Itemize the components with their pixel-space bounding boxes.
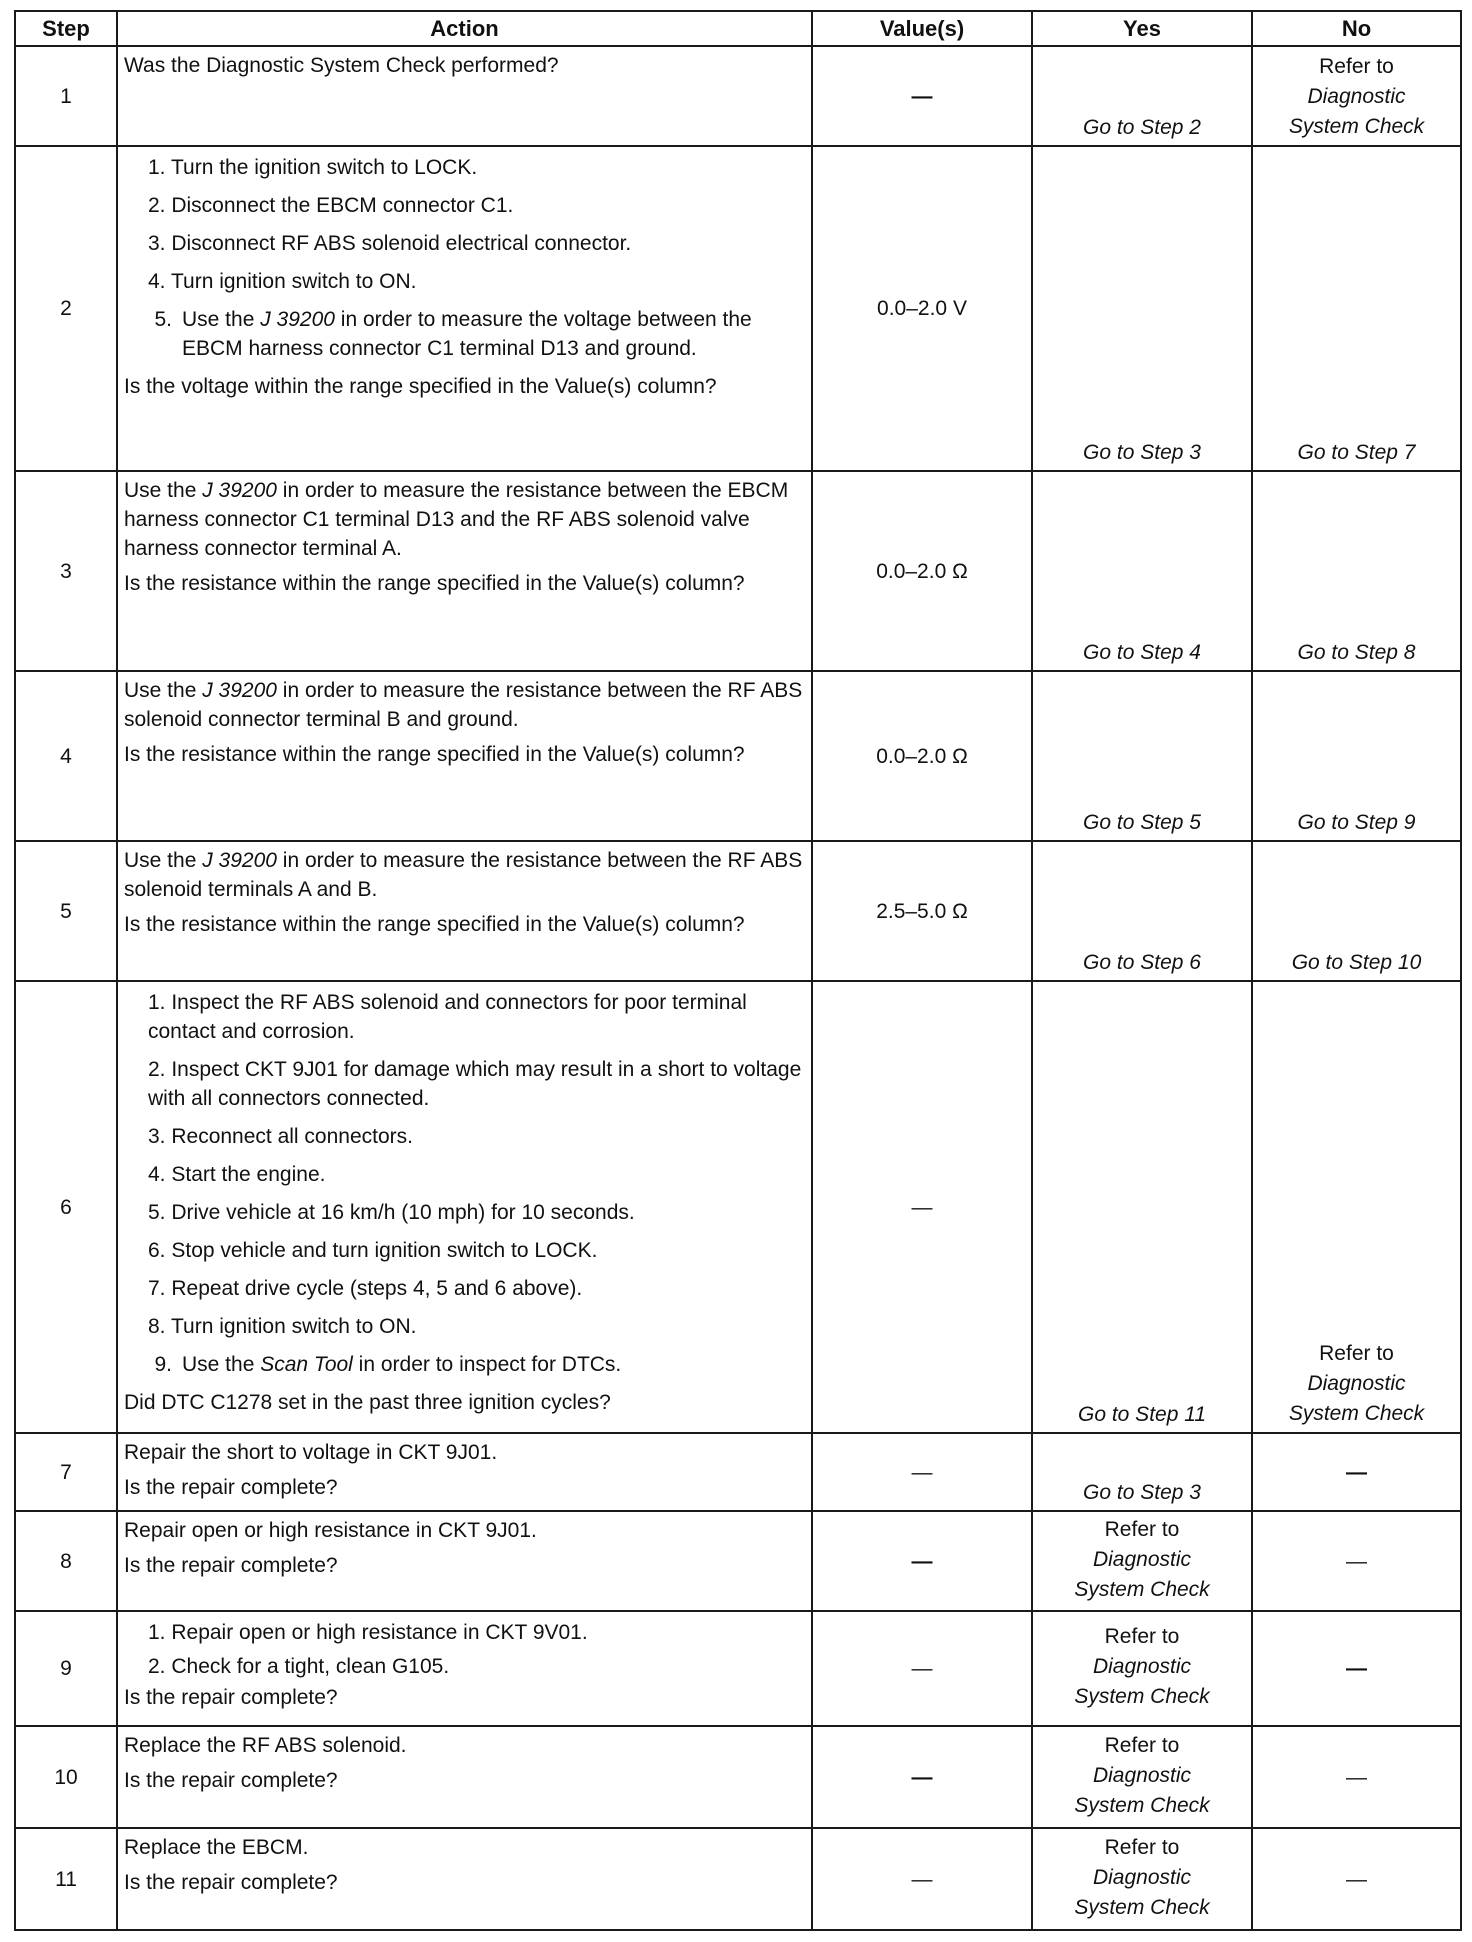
tool-name: J 39200 [260,308,335,331]
list-item: 6. Stop vehicle and turn ignition switch to LOCK. [148,1239,598,1262]
table-row [15,671,1461,841]
table-row [15,46,1461,146]
yes-cell: Go to Step 11 [1032,981,1252,1433]
refer-diagnostic-system-check: Refer to Diagnostic System Check [1074,1517,1210,1601]
tool-name: Scan Tool [260,1353,353,1376]
list-item: 2. Disconnect the EBCM connector C1. [148,194,514,217]
action-cell [117,981,812,1433]
list-item: 4. Turn ignition switch to ON. [148,270,417,293]
step-number: 7 [15,1433,117,1511]
list-item: 9. Use the Scan Tool in order to inspect for DTCs. [154,1353,622,1376]
no-cell [1252,981,1461,1433]
action-question: Is the repair complete? [124,1871,338,1894]
no-cell: Go to Step 8 [1252,471,1461,671]
value-cell: — [812,1726,1032,1828]
refer-diagnostic-system-check: Refer to Diagnostic System Check [1074,1835,1210,1919]
table-row [15,1611,1461,1726]
action-cell [117,671,812,841]
action-cell [117,1433,812,1511]
table-row [15,1726,1461,1828]
value-cell: 2.5–5.0 Ω [812,841,1032,981]
tool-name: J 39200 [202,679,277,702]
action-cell [117,841,812,981]
diagnostic-table [14,10,1462,1931]
yes-cell: Go to Step 4 [1032,471,1252,671]
list-item: 8. Turn ignition switch to ON. [148,1315,417,1338]
no-cell [1252,46,1461,146]
action-list [124,1618,805,1681]
action-question: Did DTC C1278 set in the past three ignition cycles? [124,1391,611,1414]
list-item: 5. Drive vehicle at 16 km/h (10 mph) for 10 seconds. [148,1201,635,1224]
yes-cell: Go to Step 5 [1032,671,1252,841]
no-cell: Go to Step 10 [1252,841,1461,981]
tool-name: J 39200 [202,479,277,502]
step-number: 8 [15,1511,117,1611]
action-question: Is the repair complete? [124,1769,338,1792]
table-row [15,981,1461,1433]
step-number: 10 [15,1726,117,1828]
refer-diagnostic-system-check: Refer to Diagnostic System Check [1074,1733,1210,1817]
diagnostic-table-page [14,10,1460,1931]
action-question: Is the resistance within the range specified in the Value(s) column? [124,572,745,595]
action-text: Use the J 39200 in order to measure the resistance between the RF ABS solenoid terminals A and B. [124,849,803,901]
value-cell: 0.0–2.0 Ω [812,471,1032,671]
yes-cell [1032,1611,1252,1726]
value-cell: — [812,1611,1032,1726]
no-cell: — [1252,1433,1461,1511]
list-item: 2. Check for a tight, clean G105. [148,1655,450,1678]
action-text: Repair the short to voltage in CKT 9J01. [124,1441,498,1464]
action-text: Replace the EBCM. [124,1836,309,1859]
step-number: 2 [15,146,117,471]
action-text: Use the J 39200 in order to measure the resistance between the EBCM harness connector C1 terminal D13 and the RF ABS solenoid valve harness connector terminal A. [124,479,789,560]
no-cell: Go to Step 7 [1252,146,1461,471]
action-cell [117,1511,812,1611]
yes-cell: Go to Step 3 [1032,1433,1252,1511]
yes-cell [1032,1726,1252,1828]
step-number: 1 [15,46,117,146]
header-values: Value(s) [812,11,1032,46]
yes-cell: Go to Step 6 [1032,841,1252,981]
list-item: 5. Use the J 39200 in order to measure the voltage between the EBCM harness connector C1 terminal D13 and ground. [154,308,752,360]
action-question: Is the resistance within the range specified in the Value(s) column? [124,913,745,936]
action-question: Is the resistance within the range specified in the Value(s) column? [124,743,745,766]
action-text: Repair open or high resistance in CKT 9J01. [124,1519,537,1542]
no-cell: — [1252,1828,1461,1930]
list-item: 3. Reconnect all connectors. [148,1125,413,1148]
value-cell: 0.0–2.0 Ω [812,671,1032,841]
step-number: 4 [15,671,117,841]
action-question: Is the repair complete? [124,1554,338,1577]
no-cell: — [1252,1726,1461,1828]
list-item: 7. Repeat drive cycle (steps 4, 5 and 6 above). [148,1277,583,1300]
yes-cell: Go to Step 2 [1032,46,1252,146]
action-cell [117,1611,812,1726]
value-cell: — [812,46,1032,146]
step-number: 9 [15,1611,117,1726]
action-cell [117,146,812,471]
list-item: 4. Start the engine. [148,1163,326,1186]
table-row [15,1511,1461,1611]
yes-cell [1032,1511,1252,1611]
table-row [15,1433,1461,1511]
table-row [15,841,1461,981]
table-row [15,146,1461,471]
action-text: Use the J 39200 in order to measure the resistance between the RF ABS solenoid connector terminal B and ground. [124,679,803,731]
header-action: Action [117,11,812,46]
action-list [124,153,805,363]
action-cell [117,1828,812,1930]
value-cell: — [812,1828,1032,1930]
list-item: 1. Inspect the RF ABS solenoid and connectors for poor terminal contact and corrosion. [148,991,747,1043]
header-step: Step [15,11,117,46]
action-cell [117,1726,812,1828]
no-cell: — [1252,1611,1461,1726]
refer-diagnostic-system-check: Refer to Diagnostic System Check [1074,1625,1210,1708]
value-cell: 0.0–2.0 V [812,146,1032,471]
no-cell: — [1252,1511,1461,1611]
header-row [15,11,1461,46]
no-cell: Go to Step 9 [1252,671,1461,841]
action-question: Was the Diagnostic System Check performed? [124,54,559,77]
action-text: Replace the RF ABS solenoid. [124,1734,407,1757]
list-item: 1. Turn the ignition switch to LOCK. [148,156,478,179]
table-row [15,1828,1461,1930]
list-item: 3. Disconnect RF ABS solenoid electrical connector. [148,232,632,255]
action-list [124,988,805,1379]
action-cell [117,471,812,671]
header-yes: Yes [1032,11,1252,46]
tool-name: J 39200 [202,849,277,872]
action-cell [117,46,812,146]
list-item: 2. Inspect CKT 9J01 for damage which may result in a short to voltage with all connectors connected. [148,1058,802,1110]
yes-cell [1032,1828,1252,1930]
step-number: 6 [15,981,117,1433]
yes-cell: Go to Step 3 [1032,146,1252,471]
list-item: 1. Repair open or high resistance in CKT 9V01. [148,1621,588,1644]
step-number: 3 [15,471,117,671]
action-question: Is the voltage within the range specified in the Value(s) column? [124,375,717,398]
value-cell: — [812,1511,1032,1611]
refer-diagnostic-system-check: Refer to Diagnostic System Check [1288,1342,1425,1425]
header-no: No [1252,11,1461,46]
value-cell: — [812,981,1032,1433]
action-question: Is the repair complete? [124,1686,338,1709]
table-row [15,471,1461,671]
step-number: 11 [15,1828,117,1930]
refer-diagnostic-system-check: Refer to Diagnostic System Check [1288,55,1425,138]
step-number: 5 [15,841,117,981]
value-cell: — [812,1433,1032,1511]
action-question: Is the repair complete? [124,1476,338,1499]
